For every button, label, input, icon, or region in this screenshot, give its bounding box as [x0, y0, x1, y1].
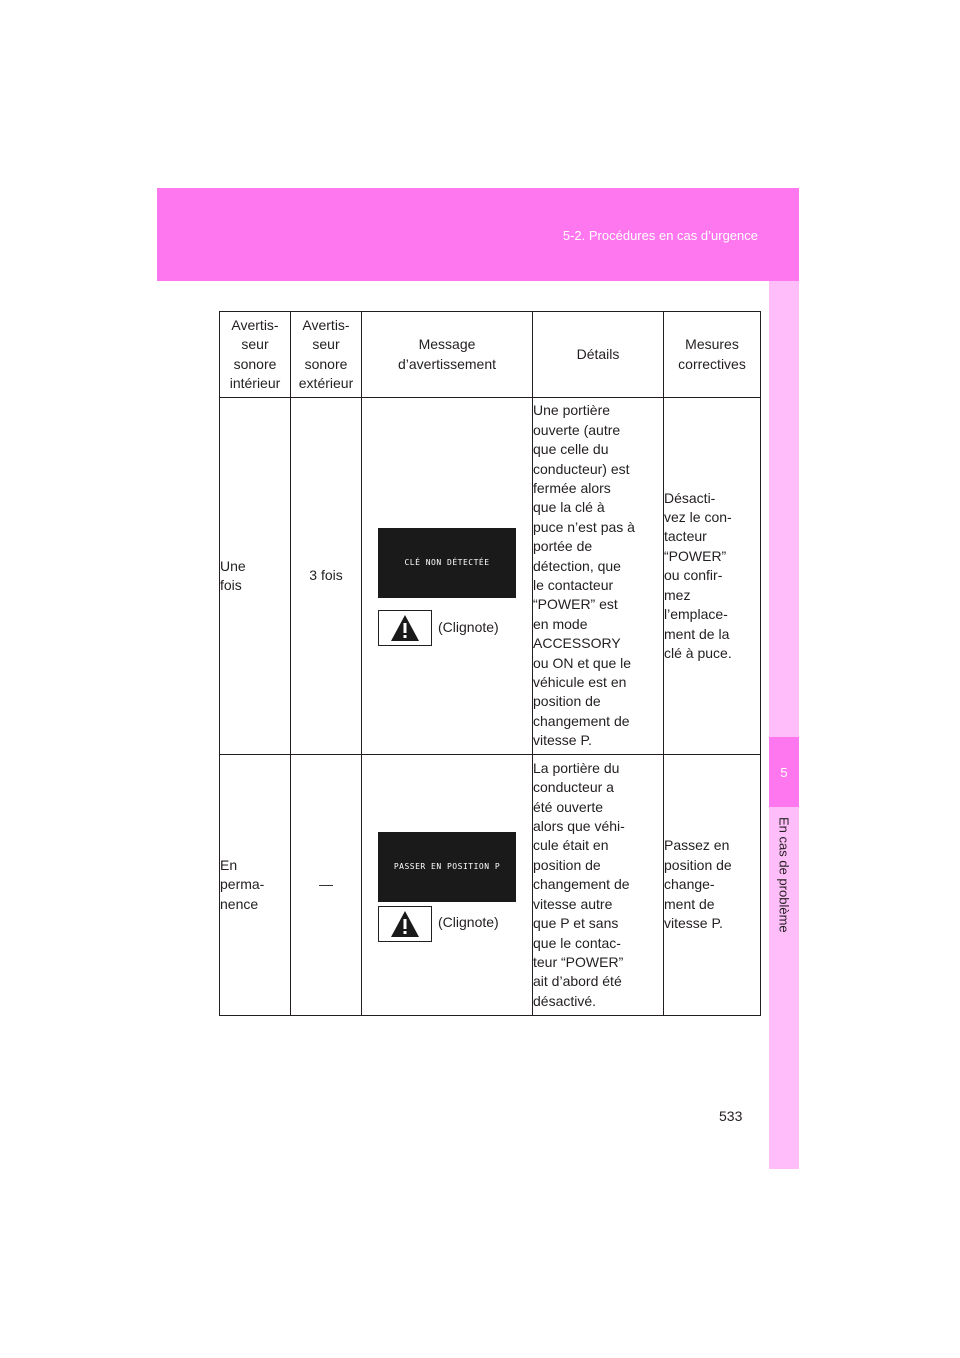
cell-line: Une portière	[533, 402, 611, 419]
cell-line: mez	[664, 586, 691, 603]
cell-line: Passez en	[664, 837, 730, 854]
cell-line: position de	[664, 856, 732, 873]
cell-line: ment de la	[664, 625, 730, 642]
cell-details	[533, 398, 664, 755]
header-line: seur	[241, 336, 269, 353]
cell-line: portée de	[533, 538, 593, 555]
blink-note: (Clignote)	[438, 914, 499, 930]
cell-line: changement de	[533, 712, 630, 729]
header-measures	[664, 312, 761, 398]
cell-measures	[664, 398, 761, 755]
blink-note: (Clignote)	[438, 619, 499, 635]
cell-line: En	[220, 856, 238, 873]
cell-line: perma-	[220, 876, 265, 893]
cell-line: position de	[533, 693, 601, 710]
warning-display: PASSER EN POSITION P	[378, 832, 516, 902]
cell-line: 3 fois	[309, 567, 343, 584]
cell-line: conducteur a	[533, 779, 614, 796]
cell-line: teur “POWER”	[533, 953, 624, 970]
header-line: extérieur	[298, 374, 354, 391]
cell-line: change-	[664, 876, 715, 893]
header-line: Mesures	[685, 336, 739, 353]
cell-line: détection, que	[533, 557, 621, 574]
cell-line: La portière du	[533, 759, 620, 776]
cell-line: en mode	[533, 615, 588, 632]
cell-line: vitesse autre	[533, 895, 613, 912]
cell-line: que P et sans	[533, 915, 619, 932]
cell-line: ou confir-	[664, 567, 723, 584]
warning-display: CLÉ NON DÉTECTÉE	[378, 528, 516, 598]
cell-exterior-buzzer	[291, 398, 362, 755]
header-line: Message	[418, 336, 476, 353]
header-warning-message	[362, 312, 533, 398]
cell-line: vitesse P.	[533, 732, 592, 749]
cell-line: Une	[220, 557, 246, 574]
cell-line: vez le con-	[664, 509, 732, 526]
cell-line: Désacti-	[664, 489, 716, 506]
table-row	[220, 755, 761, 1016]
header-line: correctives	[678, 355, 746, 372]
header-line: Avertis-	[302, 316, 350, 333]
cell-line: conducteur) est	[533, 460, 630, 477]
header-line: Avertis-	[231, 316, 279, 333]
cell-line: —	[319, 876, 333, 893]
warning-triangle-icon	[378, 906, 432, 942]
header-line: sonore	[233, 355, 277, 372]
cell-line: que celle du	[533, 441, 609, 458]
cell-exterior-buzzer	[291, 755, 362, 1016]
chapter-label: En cas de problème	[776, 817, 792, 933]
header-line: sonore	[304, 355, 348, 372]
cell-line: “POWER”	[664, 547, 727, 564]
section-title: 5-2. Procédures en cas d’urgence	[562, 228, 758, 243]
cell-line: désactivé.	[533, 992, 597, 1009]
table-row	[220, 398, 761, 755]
cell-line: véhicule est en	[533, 674, 627, 691]
cell-line: été ouverte	[533, 798, 604, 815]
warning-triangle-icon	[378, 610, 432, 646]
header-exterior-buzzer	[291, 312, 362, 398]
cell-line: que la clé à	[533, 499, 605, 516]
warning-table	[219, 311, 761, 1016]
cell-line: que le contac-	[533, 934, 621, 951]
cell-interior-buzzer	[220, 755, 291, 1016]
cell-warning-message	[362, 755, 533, 1016]
header-details	[533, 312, 664, 398]
table-header-row	[220, 312, 761, 398]
cell-details	[533, 755, 664, 1016]
cell-line: ouverte (autre	[533, 421, 621, 438]
cell-line: puce n’est pas à	[533, 518, 635, 535]
cell-line: “POWER” est	[533, 596, 618, 613]
cell-line: alors que véhi-	[533, 818, 625, 835]
cell-warning-message	[362, 398, 533, 755]
cell-line: ait d’abord été	[533, 973, 622, 990]
cell-line: clé à puce.	[664, 644, 732, 661]
cell-line: le contacteur	[533, 577, 614, 593]
header-band	[157, 188, 799, 281]
header-line: seur	[312, 336, 340, 353]
cell-line: ment de	[664, 895, 715, 912]
chapter-number: 5	[769, 737, 799, 807]
cell-line: vitesse P.	[664, 915, 723, 932]
header-interior-buzzer	[220, 312, 291, 398]
header-line: Détails	[576, 345, 620, 362]
cell-line: tacteur	[664, 528, 707, 545]
header-line: intérieur	[229, 374, 281, 391]
cell-line: ou ON et que le	[533, 654, 632, 671]
cell-line: ACCESSORY	[533, 635, 621, 652]
cell-line: position de	[533, 856, 601, 873]
header-line: d’avertissement	[397, 355, 497, 372]
cell-line: l’emplace-	[664, 606, 728, 623]
cell-line: changement de	[533, 876, 630, 893]
page-number: 533	[719, 1108, 743, 1124]
cell-line: fermée alors	[533, 479, 611, 496]
cell-line: fois	[220, 577, 242, 593]
cell-measures	[664, 755, 761, 1016]
cell-interior-buzzer	[220, 398, 291, 755]
cell-line: nence	[220, 895, 259, 912]
chapter-side-tab	[769, 281, 799, 1169]
cell-line: cule était en	[533, 837, 609, 854]
chapter-label-box	[769, 817, 799, 1017]
